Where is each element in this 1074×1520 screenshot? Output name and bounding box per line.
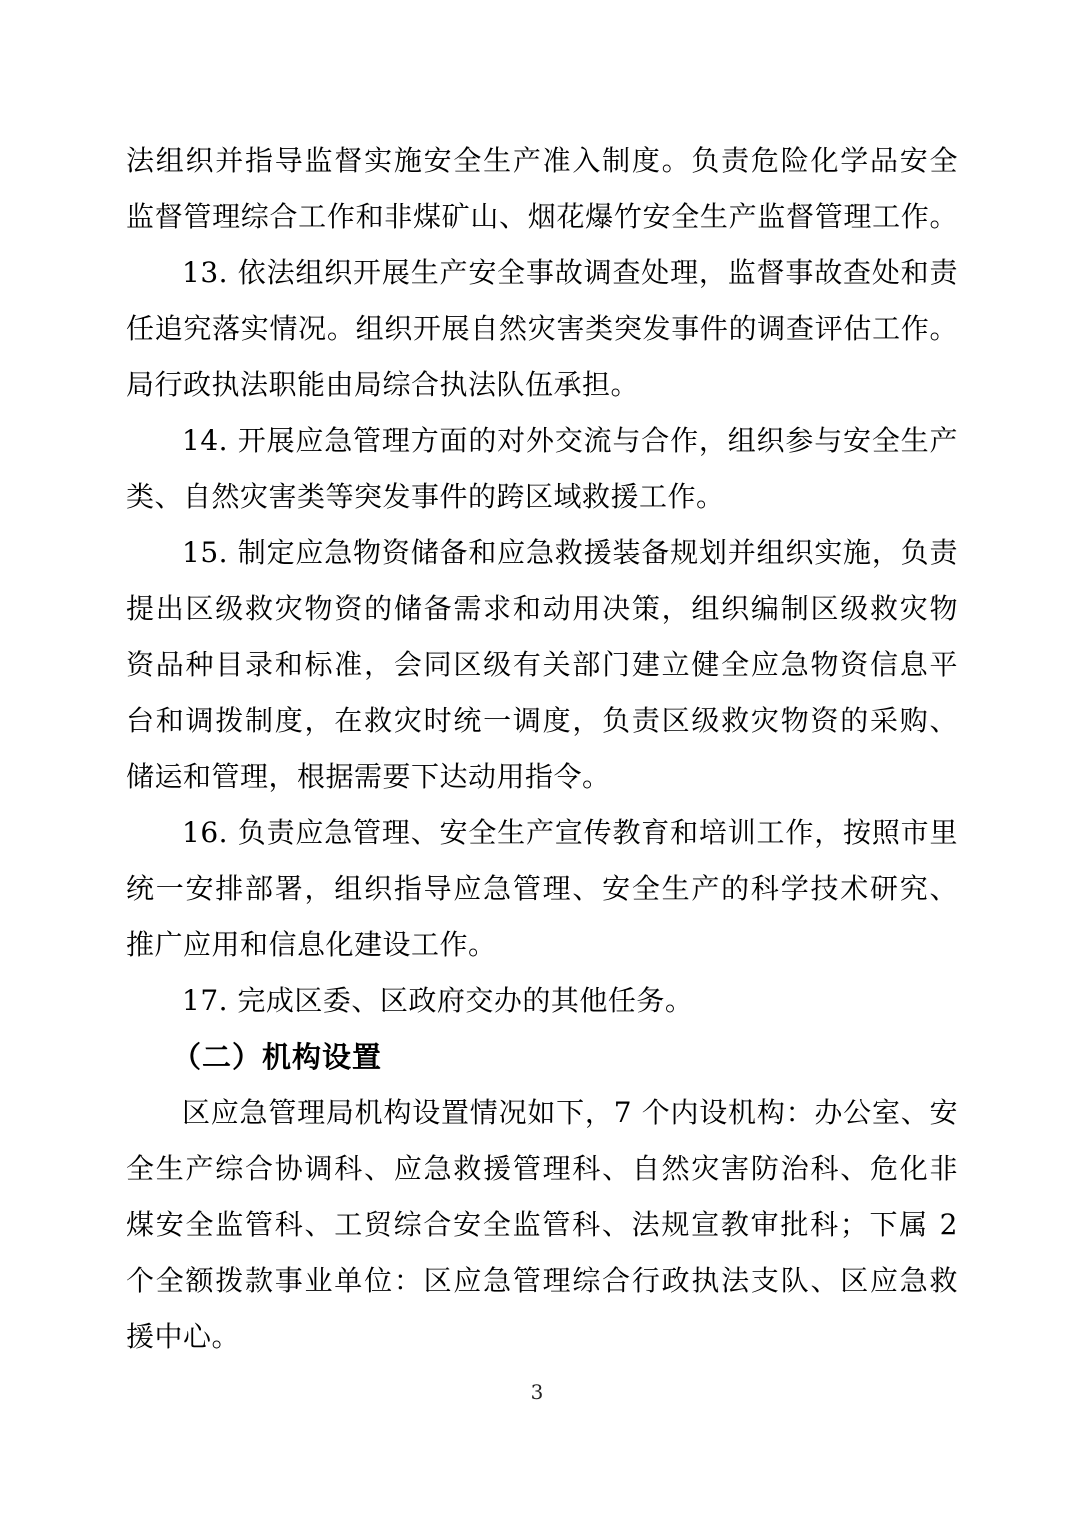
text-line: 17. 完成区委、区政府交办的其他任务。: [182, 984, 694, 1017]
text-line: 16. 负责应急管理、安全生产宣传教育和培训工作，按照市里: [182, 816, 958, 849]
text-line: 13. 依法组织开展生产安全事故调查处理，监督事故查处和责: [182, 256, 958, 289]
text-line: 15. 制定应急物资储备和应急救援装备规划并组织实施，负责: [182, 536, 958, 569]
text-line: 个全额拨款事业单位：区应急管理综合行政执法支队、区应急救: [126, 1264, 958, 1297]
text-line: 全生产综合协调科、应急救援管理科、自然灾害防治科、危化非: [126, 1152, 958, 1185]
text-line: 任追究落实情况。组织开展自然灾害类突发事件的调查评估工作。: [126, 312, 958, 345]
text-line: 储运和管理，根据需要下达动用指令。: [126, 760, 611, 793]
text-line: 法组织并指导监督实施安全生产准入制度。负责危险化学品安全: [126, 144, 958, 177]
page-footer: [0, 1380, 1074, 1404]
page-number: 3: [530, 1380, 544, 1404]
text-line: 援中心。: [126, 1320, 241, 1353]
section-heading: （二）机构设置: [172, 1040, 383, 1074]
text-line: 台和调拨制度，在救灾时统一调度，负责区级救灾物资的采购、: [126, 704, 958, 737]
text-line: 14. 开展应急管理方面的对外交流与合作，组织参与安全生产: [182, 424, 958, 457]
text-line: 推广应用和信息化建设工作。: [126, 928, 497, 961]
text-line: 统一安排部署，组织指导应急管理、安全生产的科学技术研究、: [126, 872, 958, 905]
text-line: 局行政执法职能由局综合执法队伍承担。: [126, 368, 640, 401]
text-line: 类、自然灾害类等突发事件的跨区域救援工作。: [126, 480, 725, 513]
text-line: 监督管理综合工作和非煤矿山、烟花爆竹安全生产监督管理工作。: [126, 200, 958, 233]
text-line: 煤安全监管科、工贸综合安全监管科、法规宣教审批科；下属 2: [126, 1208, 958, 1241]
text-line: 区应急管理局机构设置情况如下，7 个内设机构：办公室、安: [182, 1096, 958, 1129]
text-line: 提出区级救灾物资的储备需求和动用决策，组织编制区级救灾物: [126, 592, 958, 625]
document-body: [126, 133, 958, 1365]
text-line: 资品种目录和标准，会同区级有关部门建立健全应急物资信息平: [126, 648, 958, 681]
